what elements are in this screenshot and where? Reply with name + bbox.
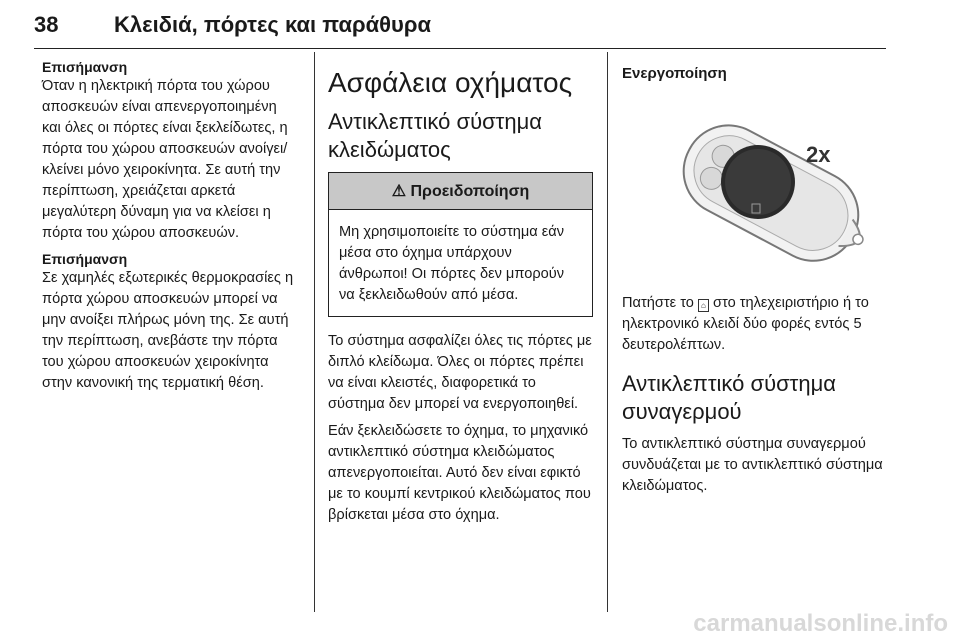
paragraph: Το σύστημα ασφαλίζει όλες τις πόρτες με διπλό κλείδωμα. Όλες οι πόρτες πρέπει να είναι κλειστές, διαφορετικά το σύστημα δεν μπορεί να ενεργοποιηθεί. — [328, 333, 592, 412]
column-middle — [328, 58, 593, 532]
note-title: Επισήμανση — [42, 59, 128, 75]
note-body: Όταν η ηλεκτρική πόρτα του χώρου αποσκευών είναι απενεργοποιημένη και όλες οι πόρτες είναι ξεκλείδωτες, η πόρτα του χώρου αποσκευών ανοίγει/κλείνει μόνο χειροκίνητα. Σε αυτή την περίπτωση, χρειάζεται αρκετά μεγαλύτερη δύναμη για να κλείσει η πόρτα του χώρου αποσκευών. — [42, 78, 288, 241]
watermark: carmanualsonline.info — [693, 610, 948, 637]
chapter-title: Κλειδιά, πόρτες και παράθυρα — [114, 12, 431, 37]
activation-heading: Ενεργοποίηση — [622, 65, 727, 82]
page-number: 38 — [34, 12, 59, 37]
note-body: Σε χαμηλές εξωτερικές θερμοκρασίες η πόρτα χώρου αποσκευών μπορεί να μην ανοίξει πλήρως μόνη της. Σε αυτή την περίπτωση, ανεβάστε την πόρτα του χώρου αποσκευών χειροκίνητα στην κανονική της τερματική θέση. — [42, 270, 294, 391]
column-left — [42, 58, 297, 400]
warning-box — [328, 172, 593, 317]
column-right — [622, 58, 890, 503]
instruction-before: Πατήστε το — [622, 295, 694, 311]
column-divider — [314, 52, 315, 612]
column-divider — [607, 52, 608, 612]
instruction — [622, 293, 890, 356]
warning-header — [329, 173, 592, 210]
figure-label: 2x — [806, 142, 831, 167]
key-fob-illustration — [622, 94, 890, 279]
warning-icon: ⚠ — [391, 183, 407, 200]
subsection-title: Αντικλεπτικό σύστημα κλειδώματος — [328, 109, 543, 162]
note-1 — [42, 58, 297, 244]
section-title: Ασφάλεια οχήματος — [328, 67, 573, 98]
page-header — [34, 12, 886, 49]
alarm-paragraph: Το αντικλεπτικό σύστημα συναγερμού συνδυάζεται με το αντικλεπτικό σύστημα κλειδώματος. — [622, 436, 883, 494]
alarm-section-title: Αντικλεπτικό σύστημα συναγερμού — [622, 371, 837, 424]
paragraph: Εάν ξεκλειδώσετε το όχημα, το μηχανικό αντικλεπτικό σύστημα κλειδώματος απενεργοποιείται. Αυτό δεν είναι εφικτό με το κουμπί κεντρικού κλειδώματος που βρίσκεται μέσα στο όχημα. — [328, 423, 591, 523]
warning-title: Προειδοποίηση — [410, 183, 530, 200]
lock-icon: ⌂ — [698, 299, 709, 312]
warning-body: Μη χρησιμοποιείτε το σύστημα εάν μέσα στο όχημα υπάρχουν άνθρωποι! Οι πόρτες δεν μπορούν να ξεκλειδωθούν από μέσα. — [339, 224, 565, 303]
instruction-after: στο τηλεχειριστήριο ή το ηλεκτρονικό κλειδί δύο φορές εντός 5 δευτερολέπτων. — [622, 295, 869, 353]
note-2 — [42, 250, 297, 394]
note-title: Επισήμανση — [42, 251, 128, 267]
